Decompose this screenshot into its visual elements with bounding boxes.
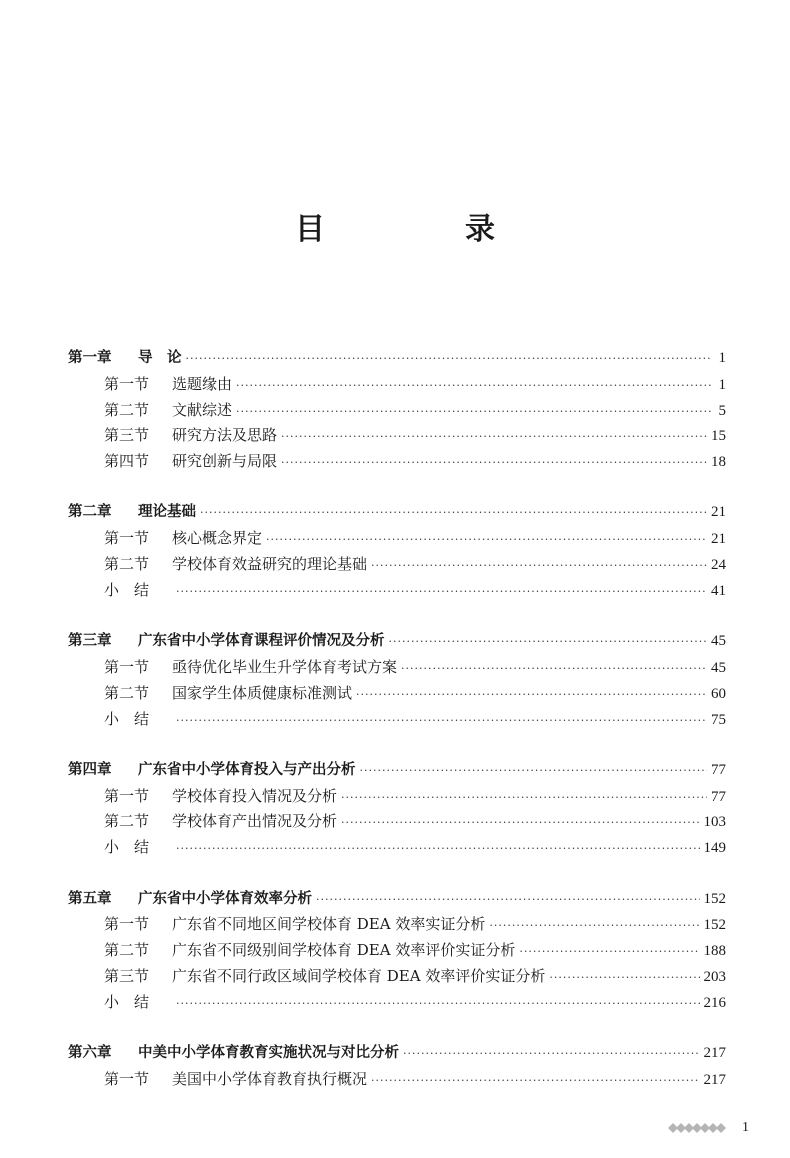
chapter-page-number: 217 <box>703 1045 726 1062</box>
dot-leader <box>360 758 708 784</box>
section-title: 选题缘由 <box>172 374 233 393</box>
toc-chapter-entry[interactable] <box>68 1041 726 1067</box>
chapter-number: 第一章 <box>68 350 112 366</box>
toc-chapter-entry[interactable] <box>68 758 726 784</box>
chapter-number: 第四章 <box>68 761 112 778</box>
toc-chapter-block <box>68 629 726 732</box>
section-number: 小 结 <box>104 838 150 857</box>
section-page-number: 103 <box>703 814 726 831</box>
chapter-page-number: 1 <box>718 350 726 366</box>
chapter-title: 导 论 <box>138 350 182 366</box>
toc-chapter-entry[interactable] <box>68 887 726 913</box>
toc-section-entry[interactable] <box>68 578 726 604</box>
section-title: 美国中小学体育教育执行概况 <box>172 1069 368 1088</box>
chapter-title: 中美中小学体育教育实施状况与对比分析 <box>138 1045 399 1062</box>
table-of-contents <box>68 346 726 1118</box>
chapter-title: 广东省中小学体育课程评价情况及分析 <box>138 633 385 650</box>
section-title: 核心概念界定 <box>172 529 263 548</box>
section-number: 第一节 <box>104 915 150 934</box>
section-page-number: 18 <box>711 454 726 471</box>
dot-leader <box>401 656 707 682</box>
chapter-title: 广东省中小学体育效率分析 <box>138 890 312 907</box>
section-title: 广东省不同行政区域间学校体育 DEA 效率评价实证分析 <box>172 966 546 985</box>
dot-leader <box>489 913 699 939</box>
dot-leader <box>200 500 707 526</box>
section-number: 第一节 <box>104 786 150 805</box>
dot-leader <box>236 373 712 399</box>
diamond-chain-ornament-icon <box>668 1123 726 1133</box>
dot-leader <box>371 553 707 579</box>
dot-leader <box>281 424 707 450</box>
toc-section-entry[interactable] <box>68 372 726 398</box>
section-page-number: 149 <box>703 840 726 857</box>
section-number: 第一节 <box>104 657 150 676</box>
section-number: 第二节 <box>104 400 150 419</box>
dot-leader <box>389 629 708 655</box>
chapter-page-number: 152 <box>703 890 726 907</box>
section-title: 学校体育效益研究的理论基础 <box>172 555 368 574</box>
section-title: 广东省不同地区间学校体育 DEA 效率实证分析 <box>172 915 486 934</box>
dot-leader <box>281 450 707 476</box>
toc-chapter-block <box>68 1041 726 1093</box>
section-page-number: 77 <box>711 788 726 805</box>
toc-section-entry[interactable] <box>68 681 726 707</box>
dot-leader <box>176 708 707 734</box>
section-page-number: 203 <box>703 968 726 985</box>
section-page-number: 217 <box>703 1071 726 1088</box>
chapter-page-number: 45 <box>711 633 726 650</box>
page-title: 目 录 <box>295 212 550 247</box>
toc-section-entry[interactable] <box>68 449 726 475</box>
section-number: 第一节 <box>104 529 150 548</box>
dot-leader <box>236 399 712 425</box>
section-title: 研究创新与局限 <box>172 452 278 471</box>
chapter-number: 第六章 <box>68 1045 112 1062</box>
dot-leader <box>316 887 700 913</box>
dot-leader <box>186 346 713 372</box>
section-title: 亟待优化毕业生升学体育考试方案 <box>172 657 398 676</box>
section-page-number: 24 <box>711 557 726 574</box>
dot-leader <box>549 965 699 991</box>
section-number: 第三节 <box>104 966 150 985</box>
section-page-number: 5 <box>718 402 726 419</box>
toc-section-entry[interactable] <box>68 809 726 835</box>
toc-section-entry[interactable] <box>68 1067 726 1093</box>
toc-chapter-entry[interactable] <box>68 629 726 655</box>
section-number: 第二节 <box>104 555 150 574</box>
toc-chapter-entry[interactable] <box>68 500 726 526</box>
section-page-number: 15 <box>711 428 726 445</box>
section-number: 第一节 <box>104 374 150 393</box>
toc-section-entry[interactable] <box>68 964 726 990</box>
toc-section-entry[interactable] <box>68 784 726 810</box>
section-number: 第二节 <box>104 812 150 831</box>
section-title: 文献综述 <box>172 400 233 419</box>
toc-section-entry[interactable] <box>68 912 726 938</box>
toc-section-entry[interactable] <box>68 655 726 681</box>
page-footer <box>668 1118 749 1138</box>
dot-leader <box>176 991 700 1017</box>
chapter-number: 第三章 <box>68 633 112 650</box>
toc-chapter-entry[interactable] <box>68 346 726 372</box>
section-number: 小 结 <box>104 992 150 1011</box>
toc-section-entry[interactable] <box>68 835 726 861</box>
section-page-number: 21 <box>711 531 726 548</box>
section-title: 国家学生体质健康标准测试 <box>172 683 353 702</box>
toc-section-entry[interactable] <box>68 990 726 1016</box>
section-title: 学校体育投入情况及分析 <box>172 786 338 805</box>
section-number: 小 结 <box>104 709 150 728</box>
dot-leader <box>266 527 707 553</box>
section-page-number: 188 <box>703 943 726 960</box>
dot-leader <box>356 682 707 708</box>
toc-section-entry[interactable] <box>68 552 726 578</box>
section-title: 研究方法及思路 <box>172 426 278 445</box>
section-page-number: 152 <box>703 917 726 934</box>
toc-section-entry[interactable] <box>68 423 726 449</box>
dot-leader <box>341 810 699 836</box>
section-page-number: 41 <box>711 582 726 599</box>
section-page-number: 60 <box>711 685 726 702</box>
page-number: 1 <box>742 1120 749 1135</box>
chapter-number: 第二章 <box>68 504 112 521</box>
dot-leader <box>371 1068 699 1094</box>
section-number: 小 结 <box>104 580 150 599</box>
dot-leader <box>341 785 707 811</box>
dot-leader <box>176 836 700 862</box>
toc-chapter-block <box>68 346 726 475</box>
section-page-number: 45 <box>711 659 726 676</box>
toc-section-entry[interactable] <box>68 707 726 733</box>
dot-leader <box>403 1041 700 1067</box>
section-page-number: 1 <box>718 376 726 393</box>
section-page-number: 75 <box>711 711 726 728</box>
section-number: 第二节 <box>104 941 150 960</box>
chapter-number: 第五章 <box>68 890 112 907</box>
section-number: 第四节 <box>104 452 150 471</box>
dot-leader <box>176 579 707 605</box>
dot-leader <box>519 939 699 965</box>
section-title: 广东省不同级别间学校体育 DEA 效率评价实证分析 <box>172 941 516 960</box>
toc-chapter-block <box>68 758 726 861</box>
chapter-page-number: 21 <box>711 504 726 521</box>
section-title: 学校体育产出情况及分析 <box>172 812 338 831</box>
toc-section-entry[interactable] <box>68 938 726 964</box>
section-number: 第二节 <box>104 683 150 702</box>
chapter-title: 广东省中小学体育投入与产出分析 <box>138 761 356 778</box>
toc-section-entry[interactable] <box>68 526 726 552</box>
section-number: 第三节 <box>104 426 150 445</box>
toc-chapter-block <box>68 887 726 1016</box>
section-number: 第一节 <box>104 1069 150 1088</box>
chapter-page-number: 77 <box>711 761 726 778</box>
section-page-number: 216 <box>703 994 726 1011</box>
toc-section-entry[interactable] <box>68 398 726 424</box>
chapter-title: 理论基础 <box>138 504 196 521</box>
toc-chapter-block <box>68 500 726 603</box>
